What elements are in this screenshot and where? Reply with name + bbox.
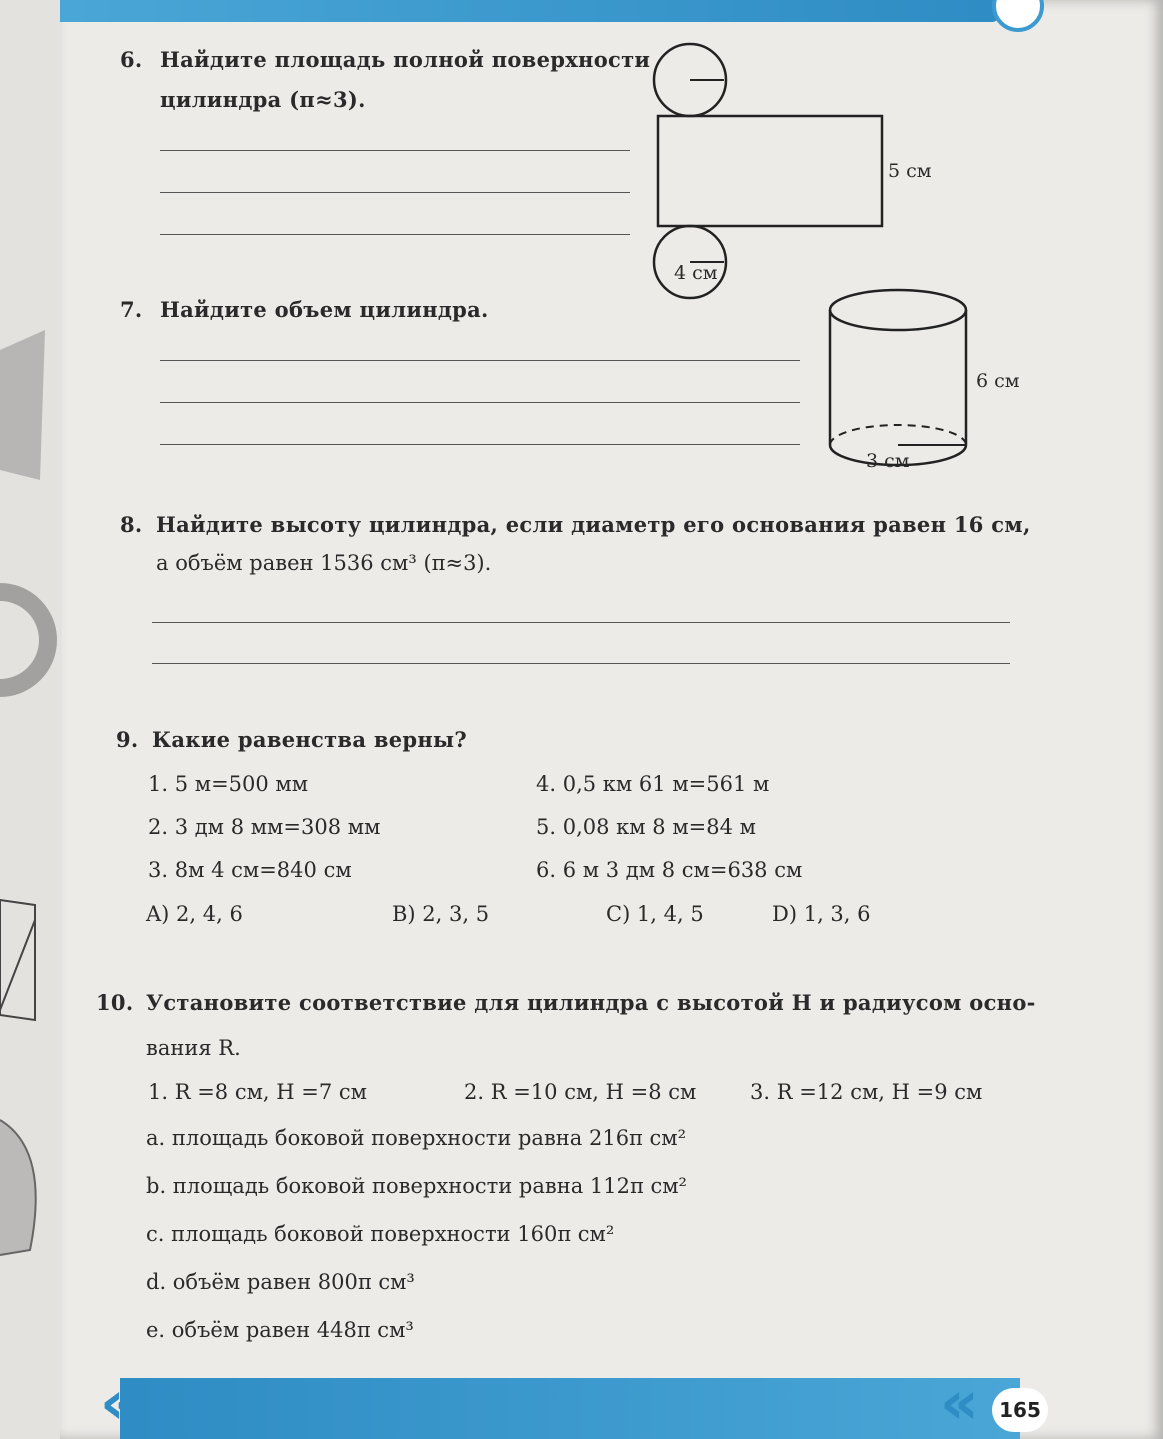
q7-height-label: 6 см — [976, 370, 1020, 392]
q7-answer-line-3[interactable] — [160, 444, 800, 445]
q6-answer-line-2[interactable] — [160, 192, 630, 193]
bottom-footer-band — [120, 1378, 1020, 1439]
q9-number: 9. — [116, 727, 139, 752]
q9-option-a[interactable]: A) 2, 4, 6 — [146, 902, 243, 926]
page-number: 165 — [992, 1388, 1048, 1432]
q10-case-1: 1. R =8 см, H =7 см — [148, 1080, 367, 1104]
q10-case-2: 2. R =10 см, H =8 см — [464, 1080, 697, 1104]
q8-answer-line-2[interactable] — [152, 663, 1010, 664]
q9-item-5: 5. 0,08 км 8 м=84 м — [536, 815, 756, 839]
q6-answer-line-3[interactable] — [160, 234, 630, 235]
q9-option-c[interactable]: C) 1, 4, 5 — [606, 902, 704, 926]
q9-item-6: 6. 6 м 3 дм 8 см=638 см — [536, 858, 803, 882]
q9-option-b[interactable]: B) 2, 3, 5 — [392, 902, 490, 926]
q10-case-3: 3. R =12 см, H =9 см — [750, 1080, 983, 1104]
q6-height-label: 5 см — [888, 160, 932, 182]
q8-number: 8. — [120, 512, 143, 537]
q9-option-d[interactable]: D) 1, 3, 6 — [772, 902, 871, 926]
left-page-figures — [0, 0, 60, 1439]
left-page-edge — [0, 0, 60, 1439]
q10-answer-d[interactable]: d. объём равен 800π см³ — [146, 1270, 415, 1294]
top-header-band — [60, 0, 1000, 22]
q10-answer-a[interactable]: a. площадь боковой поверхности равна 216π см² — [146, 1126, 687, 1150]
q7-answer-line-2[interactable] — [160, 402, 800, 403]
q9-item-3: 3. 8м 4 см=840 см — [148, 858, 352, 882]
q6-number: 6. — [120, 47, 143, 72]
q9-item-2: 2. 3 дм 8 мм=308 мм — [148, 815, 381, 839]
q10-answer-e[interactable]: e. объём равен 448π см³ — [146, 1318, 414, 1342]
q6-text-line1: Найдите площадь полной поверхности — [160, 47, 651, 72]
q7-text: Найдите объем цилиндра. — [160, 297, 489, 322]
q9-text: Какие равенства верны? — [152, 727, 468, 752]
q10-text-line2: вания R. — [146, 1036, 241, 1060]
q9-item-4: 4. 0,5 км 61 м=561 м — [536, 772, 770, 796]
q10-answer-b[interactable]: b. площадь боковой поверхности равна 112π см² — [146, 1174, 687, 1198]
q8-text-line2: а объём равен 1536 см³ (π≈3). — [156, 551, 492, 575]
q8-text-line1: Найдите высоту цилиндра, если диаметр его основания равен 16 см, — [156, 512, 1031, 537]
q10-answer-c[interactable]: c. площадь боковой поверхности 160π см² — [146, 1222, 615, 1246]
q6-answer-line-1[interactable] — [160, 150, 630, 151]
q7-radius-label: 3 см — [866, 450, 910, 472]
right-chevron-icon: « — [940, 1368, 979, 1438]
q10-text-line1: Установите соответствие для цилиндра с высотой H и радиусом осно- — [146, 990, 1036, 1015]
q8-answer-line-1[interactable] — [152, 622, 1010, 623]
q10-number: 10. — [96, 990, 134, 1015]
q9-item-1: 1. 5 м=500 мм — [148, 772, 309, 796]
left-chevron-icon: « — [100, 1368, 139, 1438]
q6-radius-label: 4 см — [674, 262, 718, 284]
q7-answer-line-1[interactable] — [160, 360, 800, 361]
q6-text-line2: цилиндра (π≈3). — [160, 87, 366, 112]
q7-number: 7. — [120, 297, 143, 322]
